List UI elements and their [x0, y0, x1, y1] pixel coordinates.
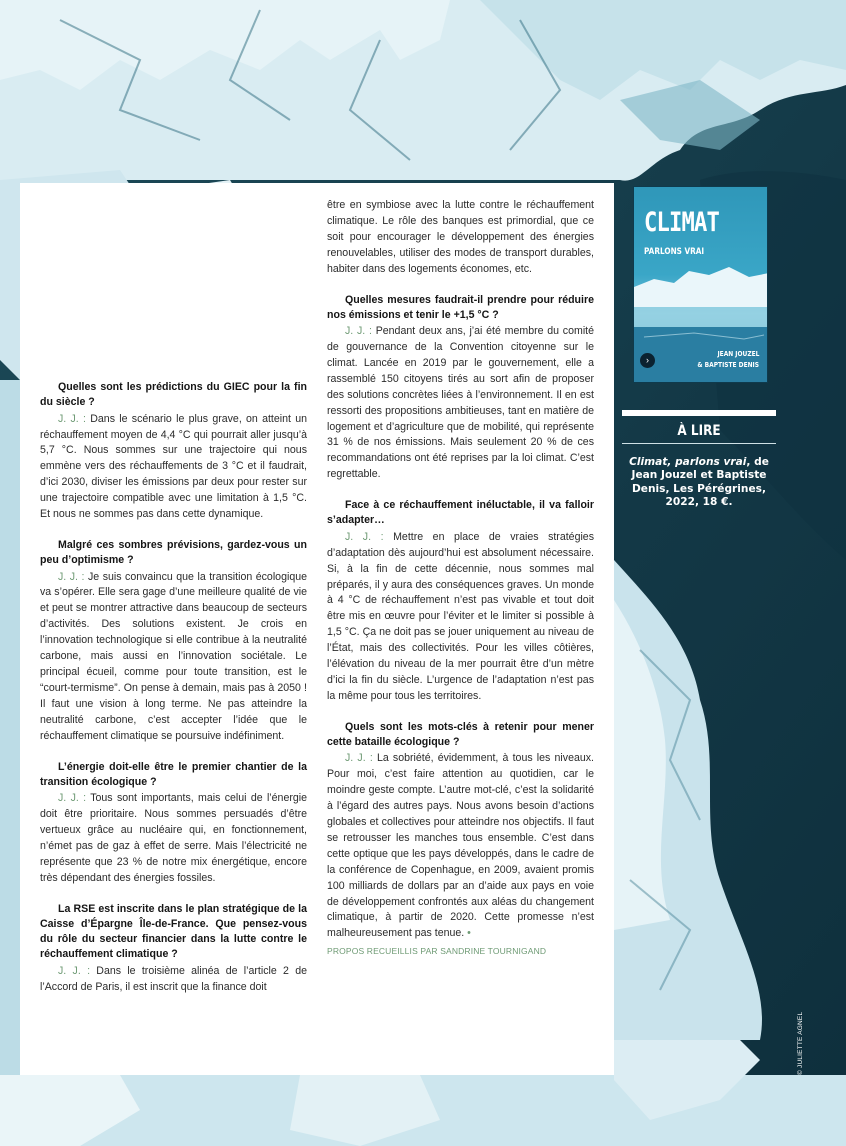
article-column-left	[40, 380, 307, 996]
question-4: La RSE est inscrite dans le plan stratégique de la Caisse d’Épargne Île-de-France. Que pensez-vous du rôle du secteur financier dans la lutte contre le réchauffement climatique ?	[40, 902, 307, 961]
question-3: L’énergie doit-elle être le premier chantier de la transition écologique ?	[40, 760, 307, 788]
interviewee-initials: J. J. :	[58, 412, 86, 425]
question-6: Face à ce réchauffement inéluctable, il va falloir s’adapter…	[327, 499, 594, 527]
answer-4-continued: être en symbiose avec la lutte contre le réchauffement climatique. Le rôle des banques est primordial, que ce soit pour encourager le développement des énergies renouvelables, utiliser des modes de transport durables, habiter dans des logements économes, etc.	[327, 199, 594, 275]
book-title: CLIMAT	[644, 207, 720, 238]
question-1: Quelles sont les prédictions du GIEC pour la fin du siècle ?	[40, 381, 307, 409]
answer-3: J. J. : Tous sont importants, mais celui de l’énergie doit être prioritaire. Nous sommes persuadés d’être vertueux grâce au nucléaire qui, en fonctionnement, n’émet pas de gaz à effet de serre. Mais l’électricité ne représente que 23 % de notre mix énergétique, encore très dépendant des énergies fossiles.	[40, 792, 308, 884]
answer-1: J. J. : Dans le scénario le plus grave, on atteint un réchauffement moyen de 4,4 °C qui pourrait aller jusqu’à 5,7 °C. Nous sommes sur une trajectoire qui nous emmène vers des réchauffements de 3 °C et il faudrait, d’ici 2030, diviser les émissions par deux pour rester sur une trajectoire compatible avec une limitation à 1,5 °C. Et nous ne sommes pas dans cette dynamique.	[40, 412, 308, 521]
interviewee-initials: J. J. :	[345, 530, 384, 543]
a-lire-bar	[622, 410, 776, 416]
article-column-right	[327, 198, 594, 960]
answer-6: J. J. : Mettre en place de vraies stratégies d’adaptation dès aujourd’hui est absolument nécessaire. Si, à la fin de cette décennie, nous sommes mal préparés, il y aura des conséquences graves. Un monde à 4 °C de réchauffement n’est pas vivable et tout doit être mis en œuvre pour l’éviter et le limiter si possible à 1,5 °C. Ça ne doit pas se jouer uniquement au niveau de l’État, mais des collectivités. Pour les villes côtières, l’élévation du niveau de la mer pourrait être d’un mètre d’ici la fin du siècle. L’urgence de l’adaptation n’est pas la même pour tous les territoires.	[327, 530, 595, 702]
answer-7: J. J. : La sobriété, évidemment, à tous les niveaux. Pour moi, c’est faire attention au quotidien, car le moindre geste compte. L’autre mot-clé, c’est la solidarité à l’égard des autres pays. Nous avons besoin d’actions globales et collectives pour atteindre nos objectifs. Il faut se retrousser les manches tous ensemble. C’est dans cette optique que les pays développés, dans le cadre de la conférence de Copenhague, en 2009, avaient promis 100 milliards de dollars par an d’aide aux pays en voie de développement confrontés aux aléas du changement climatique, à partir de 2020. Cette promesse n’est malheureusement pas tenue. •	[327, 752, 594, 940]
book-subtitle: PARLONS VRAI	[644, 247, 705, 257]
publisher-logo-icon: ›	[640, 353, 655, 368]
interview-credit: PROPOS RECUEILLIS PAR SANDRINE TOURNIGAND	[327, 946, 547, 957]
interviewee-initials: J. J. :	[345, 752, 373, 765]
interviewee-initials: J. J. :	[58, 964, 91, 977]
answer-2: J. J. : Je suis convaincu que la transition écologique va s’opérer. Elle sera gage d’une meilleure qualité de vie et peut se montrer attractive dans beaucoup de secteurs d’activités. Des solutions existent. Je crois en l’innovation technologique si elle contribue à la neutralité carbone, mais aussi en l’innovation sociétale. Le principal écueil, comme pour toute transition, est le “court-termisme”. On pense à demain, mais pas à 2050 ! Il faut une vision à long terme. Ne pas atteindre la neutralité carbone, c’est accepter l’idée que le réchauffement climatique se poursuive indéfiniment.	[40, 570, 307, 742]
a-lire-heading: À LIRE	[677, 423, 721, 439]
photo-credit: © JULIETTE AGNEL	[797, 1011, 804, 1075]
book-author-2: & BAPTISTE DENIS	[697, 360, 759, 369]
interviewee-initials: J. J. :	[345, 325, 372, 338]
end-mark: •	[464, 927, 471, 940]
book-author-1: JEAN JOUZEL	[717, 349, 759, 358]
interviewee-initials: J. J. :	[58, 570, 85, 583]
question-5: Quelles mesures faudrait-il prendre pour réduire nos émissions et tenir le +1,5 °C ?	[327, 293, 594, 321]
a-lire-book-title: Climat, parlons vrai	[629, 456, 747, 468]
a-lire-description	[622, 456, 776, 510]
interviewee-initials: J. J. :	[58, 792, 87, 805]
answer-4: J. J. : Dans le troisième alinéa de l’article 2 de l’Accord de Paris, il est inscrit que la finance doit	[40, 964, 307, 993]
answer-5: J. J. : Pendant deux ans, j’ai été membre du comité de gouvernance de la Convention citoyenne sur le climat. Lancée en 2019 par le gouvernement, elle a rassemblé 150 citoyens tirés au sort afin de proposer des solutions concrètes liées à l’environnement. Il en est ressorti des propositions ambitieuses, tant en matière de logement et d’agriculture que de mobilité, qui représente 31 % de nos émissions. Mais seulement 20 % de ces recommandations ont été reprises par la loi climat. C’est regrettable.	[327, 325, 595, 481]
book-cover	[633, 186, 768, 383]
a-lire-details: , de Jean Jouzel et Baptiste Denis, Les Pérégrines, 2022, 18 €.	[631, 456, 769, 509]
question-2: Malgré ces sombres prévisions, gardez-vous un peu d’optimisme ?	[40, 538, 307, 567]
a-lire-divider	[622, 443, 776, 444]
question-7: Quels sont les mots-clés à retenir pour mener cette bataille écologique ?	[327, 720, 594, 749]
